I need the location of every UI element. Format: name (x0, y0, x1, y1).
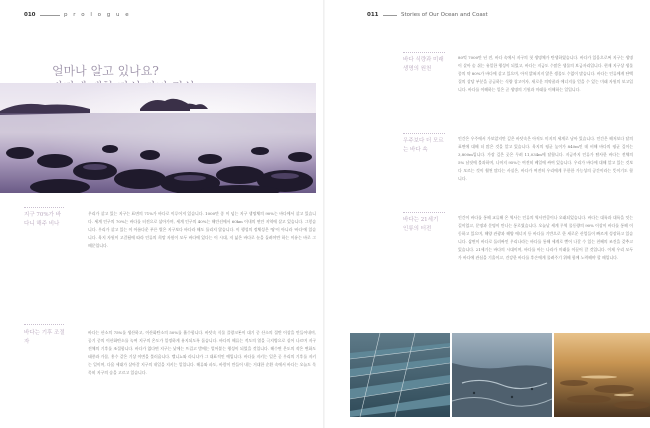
tidal-flat-illustration (452, 333, 552, 417)
divider (403, 133, 445, 134)
section-2-title: 바다는 기후 조절자 (24, 330, 65, 345)
section-5-title: 바다는 21세기 인류의 터전 (403, 217, 439, 232)
header-rule (383, 15, 397, 16)
header-label: Stories of Our Ocean and Coast (401, 12, 488, 18)
page-number: 011 (367, 12, 379, 18)
sunset-mudflat-photo (554, 333, 650, 417)
section-1-title: 지구 70%가 바다니 해주 비나 (24, 212, 61, 227)
tidal-flat-photo (452, 333, 552, 417)
seascape-photo (0, 83, 316, 193)
header-rule (40, 15, 60, 16)
section-5-body: 인간이 바다를 통해 교류해 온 역사는 인류의 역사만큼이나 오래되었습니다. 바다는 대륙과 대륙을 잇는 길이었고, 문명과 문명이 만나는 통로였습니다. 오늘날 세계 무역 물동량의 90% 이상이 바다를 통해 이동하고 있으며, 해양 관광과 해양 에너지 등 바다를 기반으로 한 새로운 산업들이 빠르게 성장하고 있습니다. 삼면이 바다로 둘러싸인 우리나라는 바다를 통해 세계로 뻗어 나갈 수 있는 천혜의 조건을 갖추고 있습니다. 21세기는 바다의 시대이며, 바다를 아는 나라가 미래를 이끌어 갈 것입니다. 이제 우리 모두가 바다에 관심을 기울이고, 건강한 바다를 후손에게 물려주기 위해 함께 노력해야 할 때입니다. (458, 215, 633, 260)
divider (403, 52, 445, 53)
divider (403, 212, 445, 213)
sunset-mudflat-illustration (554, 333, 650, 417)
title-line-1: 얼마나 알고 있나요? (52, 64, 159, 78)
header-label: p r o l o g u e (64, 12, 131, 18)
section-4-body: 인간은 우주에서 가보았지만 깊은 바닷속은 아직도 미지의 세계로 남아 있습니다. 인간은 해저보다 달의 표면에 대해 더 많은 것을 알고 있습니다. 육지의 평균 높이가 840m인 데 비해 바다의 평균 깊이는 3,800m입니다. 가장 깊은 곳은 무려 11,034m에 달합니다. 지금까지 인류가 탐사한 바다는 전체의 5% 남짓에 불과하며, 나머지 95%는 여전히 베일에 싸여 있습니다. 우리가 바다에 대해 알고 있는 것보다 모르는 것이 훨씬 많다는 사실은, 바다가 여전히 우리에게 무한한 가능성의 공간이라는 뜻이기도 합니다. (458, 136, 633, 181)
section-2-body: 바다는 산소의 75%를 생산하고, 이산화탄소의 50%를 흡수합니다. 바닷속 식물 플랑크톤이 대기 중 산소의 절반 이상을 만들어내며, 공기 중의 이산화탄소를 녹여 지구의 온도가 일정하게 유지되도록 돕습니다. 바다의 해류는 적도의 열을 극지방으로 실어 나르며 지구 전체의 기후를 조절합니다. 바다가 없다면 지구는 낮에는 뜨겁고 밤에는 얼어붙는 행성이 되었을 것입니다. 해수면 온도의 작은 변화도 태풍과 가뭄, 홍수 같은 기상 이변을 불러옵니다. 엘니뇨와 라니냐가 그 대표적인 예입니다. 바다를 지키는 일은 곧 우리의 기후를 지키는 일이며, 다음 세대가 살아갈 지구의 내일을 지키는 일입니다. 해류와 파도, 바람이 만들어 내는 거대한 순환 속에서 바다는 오늘도 묵묵히 지구의 숨을 고르고 있습니다. (88, 330, 316, 375)
page-number: 010 (24, 12, 36, 18)
section-3-title: 바다 식량과 미래 생명의 원천 (403, 57, 444, 72)
salt-flat-illustration (350, 333, 450, 417)
section-1-body: 우리가 살고 있는 지구는 표면의 71%가 바다로 이루어져 있습니다. 1000만 종 이 넘는 지구 생명체의 90%는 바다에서 살고 있습니다. 세계 인구의 70%는 바다를 터전으로 삼아가며, 세계 인구의 40%는 해안선에서 60km 이내의 연안 지역에 살고 있습니다. 그렇습니다. 우리가 살고 있는 이 아름다운 푸른 별은 지구보다 바다라 해도 틀리지 않습니다. 이 행성의 정체성은 '땅'이 아니라 '바다'에 있습니다. 육지 자원이 고갈됨에 따라 인류의 희망 자원이 모두 바다에 있다는 이 시대, 저 넓은 바다로 눈을 돌려야만 하는 이유는 바로 그 때문입니다. (88, 211, 316, 248)
section-4-title: 우주보다 더 모르는 바다 속 (403, 138, 444, 153)
divider (24, 324, 64, 325)
divider (24, 207, 64, 208)
salt-flat-photo (350, 333, 450, 417)
section-3-body: 80억 7000만 년 전, 바다 속에서 지구의 첫 생명체가 탄생하였습니다. 바다가 있음으로써 지구는 생명이 살아 숨 쉬는 유일한 행성이 되었고, 바다는 지금도 수많은 생물의 보금자리입니다. 현재 지구상 생물종의 약 80%가 바다에 살고 있으며, 아직 밝혀지지 않은 생물도 수없이 많습니다. 바다는 인류에게 단백질의 상당 부분을 공급하는 식량 창고이자, 새로운 의약품과 에너지를 얻을 수 있는 미래 자원의 보고입니다. 바다를 이해하는 일은 곧 생명의 기원과 미래를 이해하는 일입니다. (458, 55, 633, 92)
seascape-illustration (0, 83, 316, 193)
